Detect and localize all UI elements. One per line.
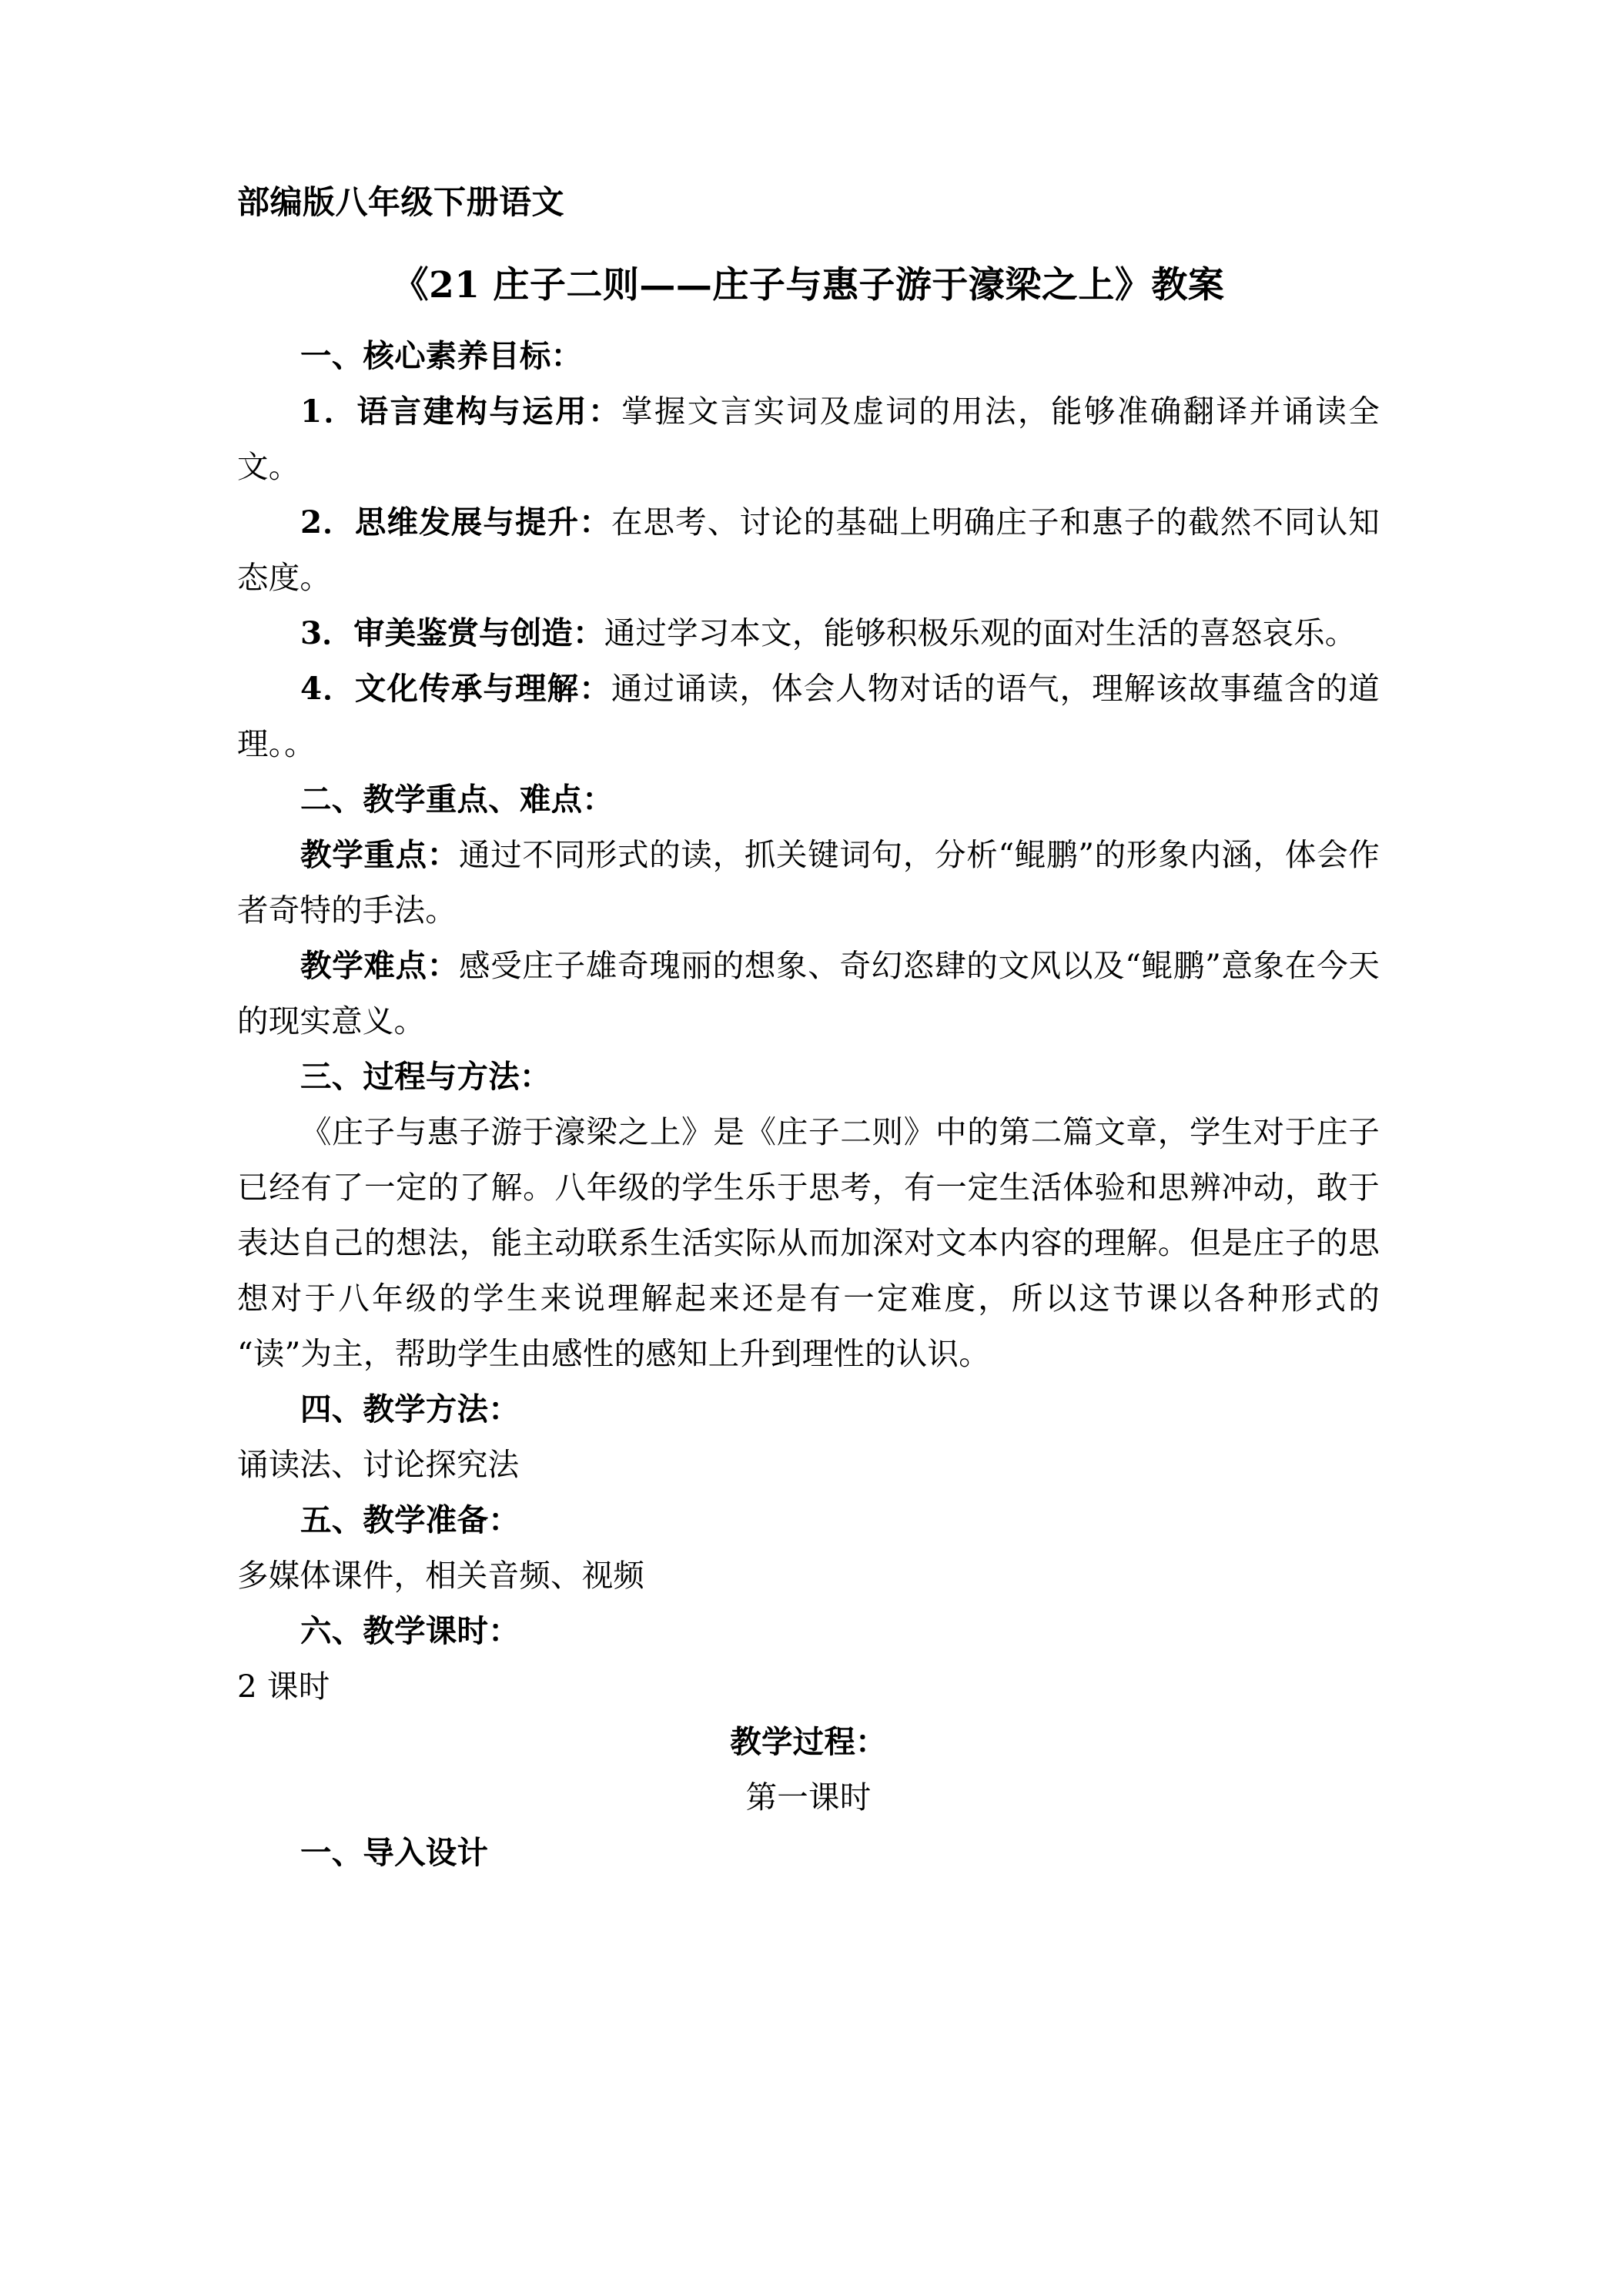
teaching-preparation-text: 多媒体课件，相关音频、视频 [237, 1557, 645, 1594]
section-heading-teaching-preparation: 五、教学准备： [300, 1501, 520, 1538]
core-literacy-item-4 [237, 661, 1380, 771]
core-literacy-item-1 [237, 383, 1380, 494]
core-literacy-item-2-text: 在思考、讨论的基础上明确庄子和惠子的截然不同认知态度。 [237, 504, 1380, 596]
teaching-methods-text: 诵读法、讨论探究法 [237, 1446, 520, 1483]
class-hours-text: 2 课时 [237, 1668, 330, 1705]
spacer [237, 314, 1380, 328]
document-body [237, 179, 1380, 1880]
teaching-difficult-point [237, 938, 1380, 1049]
section-heading-class-hours: 六、教学课时： [300, 1612, 520, 1649]
process-methods-paragraph: 《庄子与惠子游于濠梁之上》是《庄子二则》中的第二篇文章，学生对于庄子已经有了一定的了解。八年级的学生乐于思考，有一定生活体验和思辨冲动，敢于表达自己的想法，能主动联系生活实际从而加深对文本内容的理解。但是庄子的思想对于八年级的学生来说理解起来还是有一定难度，所以这节课以各种形式的 “读”为主，帮助学生由感性的感知上升到理性的认识。 [237, 1113, 1380, 1372]
section-heading-lead-in-design: 一、导入设计 [300, 1834, 489, 1871]
document-title: 《21 庄子二则——庄子与惠子游于濠梁之上》教案 [392, 264, 1225, 306]
section-heading-process-methods: 三、过程与方法： [300, 1058, 551, 1095]
spacer [237, 226, 1380, 257]
teaching-key-point-label: 教学重点： [300, 836, 460, 873]
core-literacy-item-1-text: 掌握文言实词及虚词的用法，能够准确翻译并诵读全文。 [237, 393, 1380, 485]
core-literacy-item-4-text: 通过诵读，体会人物对话的语气，理解该故事蕴含的道理。。 [237, 670, 1380, 762]
teaching-key-point-text: 通过不同形式的读，抓关键词句，分析“鲲鹏”的形象内涵，体会作者奇特的手法。 [237, 836, 1380, 929]
section-heading-teaching-methods: 四、教学方法： [300, 1391, 520, 1427]
core-literacy-item-2-label: 2．思维发展与提升： [300, 504, 611, 541]
teaching-process-heading: 教学过程： [730, 1723, 887, 1760]
teaching-key-point [237, 827, 1380, 938]
section-heading-key-difficult-points: 二、教学重点、难点： [300, 781, 614, 818]
document-header-line: 部编版八年级下册语文 [237, 183, 565, 221]
teaching-difficult-point-label: 教学难点： [300, 947, 460, 984]
core-literacy-item-3-text: 通过学习本文，能够积极乐观的面对生活的喜怒哀乐。 [604, 614, 1357, 651]
section-heading-core-literacy: 一、核心素养目标： [300, 337, 583, 374]
core-literacy-item-1-label: 1．语言建构与运用： [300, 393, 621, 430]
lesson-one-heading: 第一课时 [745, 1779, 872, 1816]
teaching-difficult-point-text: 感受庄子雄奇瑰丽的想象、奇幻恣肆的文风以及“鲲鹏”意象在今天的现实意义。 [237, 947, 1380, 1039]
core-literacy-item-3-label: 3．审美鉴赏与创造： [300, 614, 604, 651]
core-literacy-item-2 [237, 494, 1380, 605]
core-literacy-item-4-label: 4．文化传承与理解： [300, 670, 611, 707]
core-literacy-item-3 [237, 605, 1380, 661]
